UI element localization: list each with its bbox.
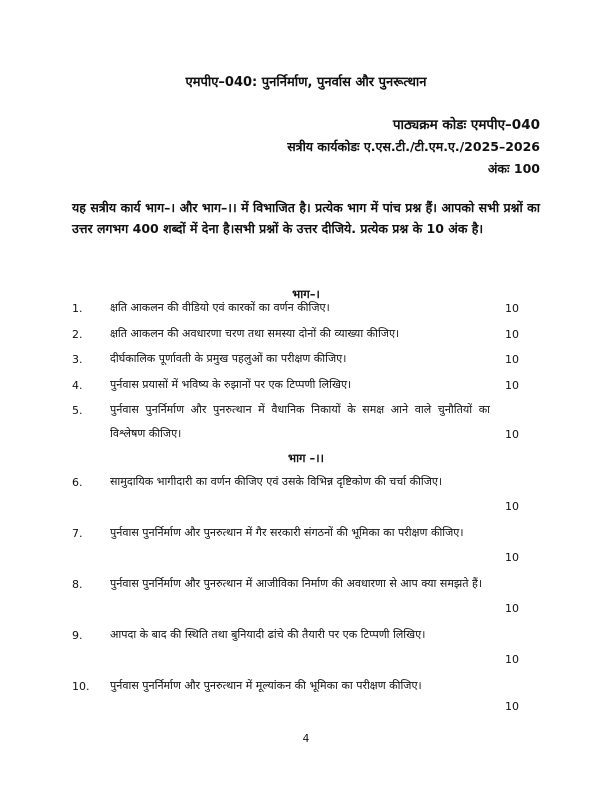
question-text: आपदा के बाद की स्थिति तथा बुनियादी ढांचे की तैयारी पर एक टिप्पणी लिखिए। [110, 628, 426, 641]
question-number: 2. [72, 328, 83, 341]
question-marks: 10 [505, 353, 519, 366]
document-title: एमपीए–040: पुनर्निर्माण, पुनर्वास और पुनरूत्थान [185, 75, 427, 90]
question-marks: 10 [505, 428, 519, 441]
question-marks: 10 [505, 700, 519, 713]
total-marks: अंकः 100 [487, 161, 540, 176]
question-marks: 10 [505, 379, 519, 392]
assignment-code: सत्रीय कार्यकोडः ए.एस.टी./टी.एम.ए./2025–2026 [287, 139, 540, 154]
question-text: पुर्नवास पुनर्निर्माण और पुनरुत्थान में गैर सरकारी संगठनों की भूमिका का परीक्षण कीजिए। [110, 526, 464, 539]
question-marks: 10 [505, 602, 519, 615]
question-number: 8. [72, 578, 83, 591]
question-number: 3. [72, 353, 83, 366]
question-number: 9. [72, 629, 83, 642]
question-number: 10. [72, 680, 90, 693]
question-number: 1. [72, 302, 83, 315]
question-text: पुर्नवास प्रयासों में भविष्य के रुझानों पर एक टिप्पणी लिखिए। [110, 378, 352, 391]
question-number: 6. [72, 476, 83, 489]
question-number: 5. [72, 404, 83, 417]
question-number: 4. [72, 379, 83, 392]
course-code: पाठ्यक्रम कोडः एमपीए–040 [392, 117, 540, 133]
question-marks: 10 [505, 551, 519, 564]
question-marks: 10 [505, 653, 519, 666]
question-text: पुर्नवास पुनर्निर्माण और पुनरुत्थान में आजीविका निर्माण की अवधारणा से आप क्या समझते हैं। [110, 577, 482, 590]
question-marks: 10 [505, 500, 519, 513]
section-heading-part-2: भाग –।। [287, 451, 324, 465]
question-marks: 10 [505, 302, 519, 315]
question-number: 7. [72, 527, 83, 540]
question-text: क्षति आकलन की वीडियो एवं कारकों का वर्णन कीजिए। [110, 301, 330, 314]
section-heading-part-1: भाग–। [292, 287, 320, 301]
question-text: सामुदायिक भागीदारी का वर्णन कीजिए एवं उसके विभिन्न दृष्टिकोण की चर्चा कीजिए। [110, 475, 443, 488]
question-marks: 10 [505, 328, 519, 341]
question-text: दीर्घकालिक पूर्णावती के प्रमुख पहलुओं का परीक्षण कीजिए। [110, 352, 347, 365]
instructions-paragraph: यह सत्रीय कार्य भाग–। और भाग–।। में विभाजित है। प्रत्येक भाग में पांच प्रश्न हैं। आपको सभी प्रश्नों का उत्तर लगभग 400 शब्दों में देना है।सभी प्रश्नों के उत्तर दीजिये. प्रत्येक प्रश्न के 10 अंक है। [72, 200, 540, 236]
question-text: क्षति आकलन की अवधारणा चरण तथा समस्या दोनों की व्याख्या कीजिए। [110, 327, 400, 340]
question-text: पुर्नवास पुनर्निर्माण और पुनरुत्थान में मूल्यांकन की भूमिका का परीक्षण कीजिए। [110, 679, 422, 692]
page-number: 4 [302, 733, 310, 745]
question-text: पुर्नवास पुनर्निर्माण और पुनरुत्थान में वैधानिक निकायों के समक्ष आने वाले चुनौतियों का विश्लेषण कीजिए। [110, 403, 490, 440]
